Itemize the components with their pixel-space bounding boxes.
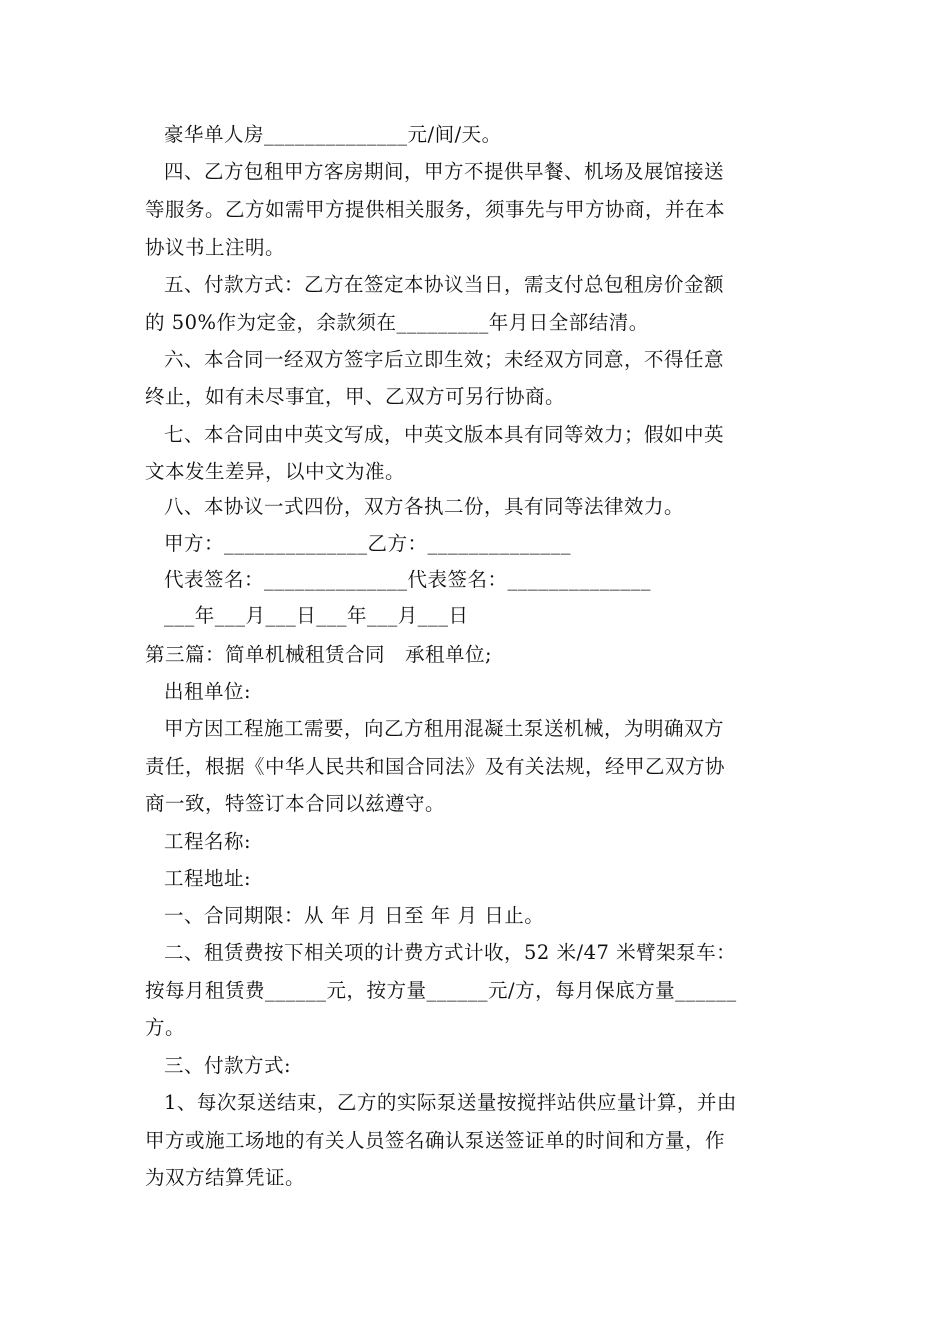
text-line: 八、本协议一式四份，双方各执二份，具有同等法律效力。 xyxy=(164,495,685,518)
text-line: 七、本合同由中英文写成，中英文版本具有同等效力；假如中英 xyxy=(164,423,725,446)
text-line: 四、乙方包租甲方客房期间，甲方不提供早餐、机场及展馆接送 xyxy=(164,160,725,183)
text-line: 文本发生差异，以中文为准。 xyxy=(145,460,406,483)
section-heading: 第三篇：简单机械租赁合同 承租单位; xyxy=(145,643,493,666)
text-line: 责任，根据《中华人民共和国合同法》及有关法规，经甲乙双方协 xyxy=(145,755,726,778)
text-line: 甲方因工程施工需要，向乙方租用混凝土泵送机械，为明确双方 xyxy=(164,717,725,740)
text-line: 商一致，特签订本合同以兹遵守。 xyxy=(145,792,446,815)
signature-line: 代表签名：______________代表签名：______________ xyxy=(164,568,652,591)
text-line: 五、付款方式：乙方在签定本协议当日，需支付总包租房价金额 xyxy=(164,273,725,296)
text-line: 工程名称: xyxy=(164,830,252,853)
signature-line: 甲方：______________乙方：______________ xyxy=(164,532,572,555)
text-line: 的 50%作为定金，余款须在_________年月日全部结清。 xyxy=(145,311,649,334)
text-line: 1、每次泵送结束，乙方的实际泵送量按搅拌站供应量计算，并由 xyxy=(164,1091,737,1114)
date-line: ___年___月___日___年___月___日 xyxy=(164,604,469,627)
text-line: 豪华单人房______________元/间/天。 xyxy=(164,123,502,146)
text-line: 等服务。乙方如需甲方提供相关服务，须事先与甲方协商，并在本 xyxy=(145,198,726,221)
text-line: 一、合同期限：从 年 月 日至 年 月 日止。 xyxy=(164,904,545,927)
text-line: 方。 xyxy=(145,1016,186,1039)
text-line: 工程地址: xyxy=(164,867,252,890)
text-line: 为双方结算凭证。 xyxy=(145,1166,306,1189)
text-line: 二、租赁费按下相关项的计费方式计收，52 米/47 米臂架泵车： xyxy=(164,941,737,964)
text-line: 终止，如有未尽事宜，甲、乙双方可另行协商。 xyxy=(145,385,566,408)
text-line: 协议书上注明。 xyxy=(145,236,286,259)
text-line: 三、付款方式: xyxy=(164,1054,292,1077)
text-line: 六、本合同一经双方签字后立即生效；未经双方同意，不得任意 xyxy=(164,348,725,371)
text-line: 按每月租赁费______元，按方量______元/方，每月保底方量______ xyxy=(145,979,737,1002)
text-line: 甲方或施工场地的有关人员签名确认泵送签证单的时间和方量，作 xyxy=(145,1129,726,1152)
text-line: 出租单位: xyxy=(164,680,252,703)
